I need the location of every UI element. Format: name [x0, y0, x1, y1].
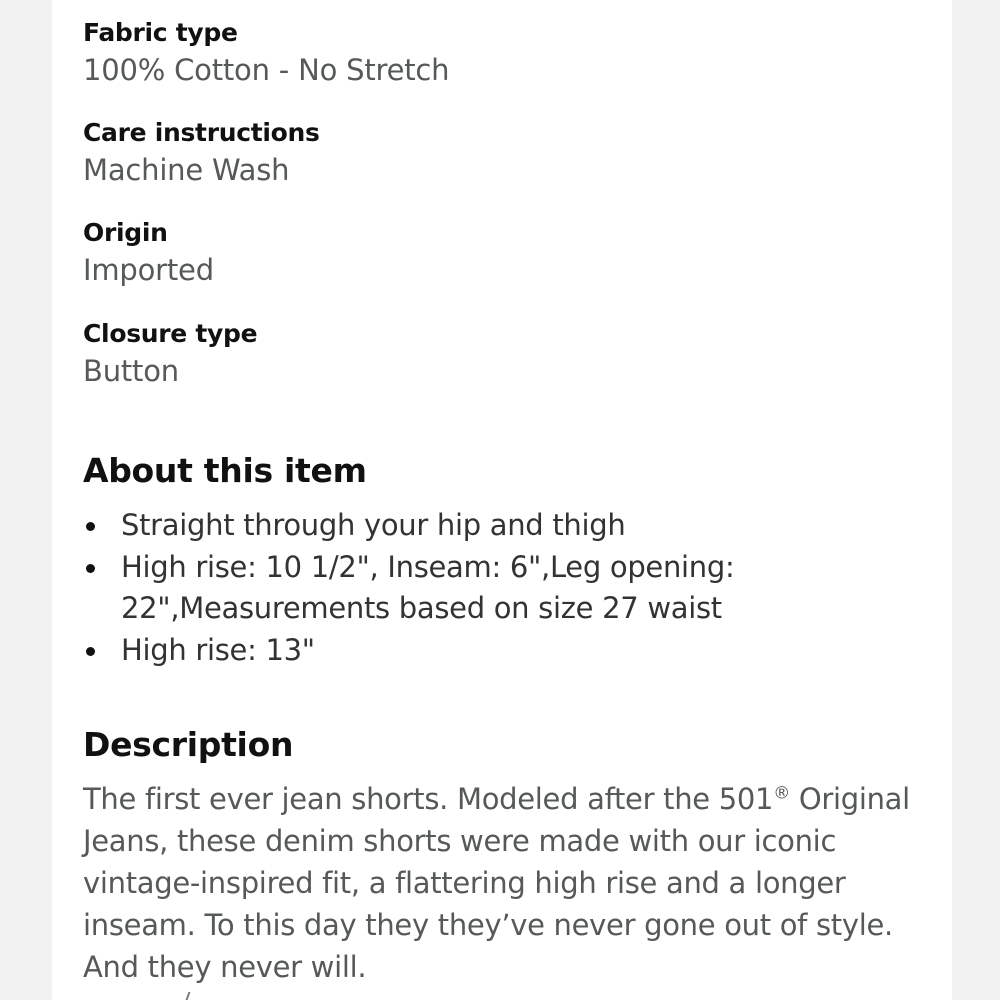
- spec-value: Button: [83, 354, 179, 388]
- spec-fabric-type: [83, 18, 449, 88]
- list-item: [83, 505, 743, 547]
- description-heading: Description: [83, 725, 294, 764]
- product-details-page: [52, 0, 952, 1000]
- spec-care-instructions: [83, 118, 320, 188]
- bullet-icon: [86, 522, 95, 531]
- spec-origin: [83, 218, 214, 288]
- description-text: [83, 778, 923, 988]
- spec-label: Closure type: [83, 319, 258, 348]
- spec-value: 100% Cotton - No Stretch: [83, 53, 450, 87]
- spec-label: Origin: [83, 218, 168, 247]
- cut-off-text-fragment: [186, 992, 201, 1000]
- registered-trademark-symbol: ®: [773, 783, 790, 804]
- description-text-rest: Original Jeans, these denim shorts were made with our iconic vintage-inspired fit, a flattering high rise and a longer inseam. To this day they they’ve never gone out of style. And they never will.: [83, 782, 910, 984]
- bullet-icon: [86, 647, 95, 656]
- bullet-text: Straight through your hip and thigh: [121, 508, 626, 542]
- bullet-text: High rise: 10 1/2", Inseam: 6",Leg opening: 22",Measurements based on size 27 waist: [121, 549, 735, 625]
- spec-label: Care instructions: [83, 118, 320, 147]
- list-item: [83, 630, 743, 672]
- about-heading: About this item: [83, 451, 367, 490]
- list-item: [83, 547, 743, 630]
- bullet-icon: [86, 564, 95, 573]
- spec-label: Fabric type: [83, 18, 238, 47]
- spec-value: Machine Wash: [83, 153, 290, 187]
- spec-closure-type: [83, 319, 257, 389]
- about-bullet-list: [83, 505, 743, 671]
- bullet-text: High rise: 13": [121, 632, 315, 667]
- description-text-start: The first ever jean shorts. Modeled after the 501: [83, 782, 774, 816]
- spec-value: Imported: [83, 253, 214, 287]
